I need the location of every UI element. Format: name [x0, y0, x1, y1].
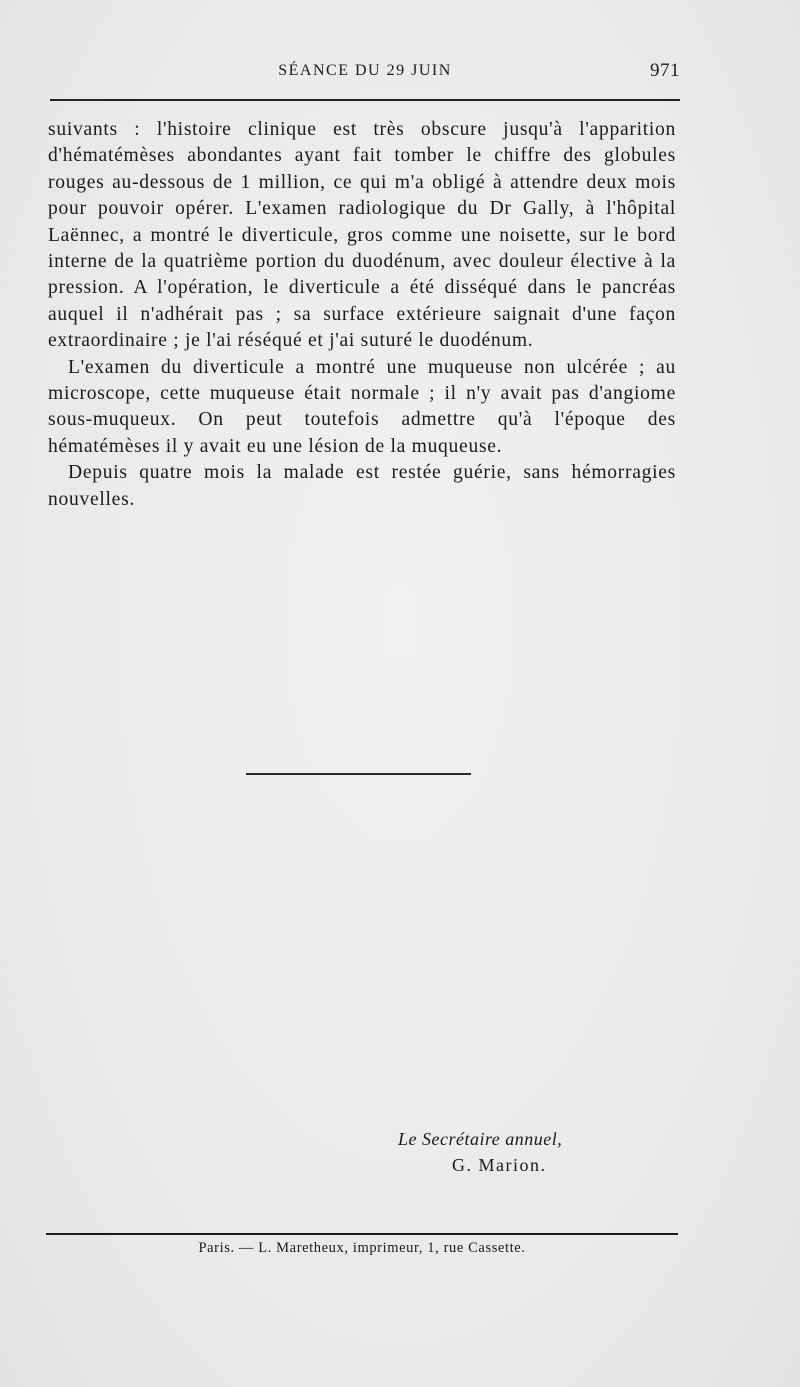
footer-rule — [46, 1233, 678, 1235]
header-rule — [50, 99, 680, 101]
page-number: 971 — [650, 60, 680, 81]
signature-block — [398, 1126, 658, 1178]
running-head — [50, 60, 680, 86]
paragraph-1: suivants : l'histoire clinique est très obscure jusqu'à l'apparition d'hématémèses abondantes ayant fait tomber le chiffre des globules rouges au-dessous de 1 million, ce qui m'a obligé à attendre deux mois pour pouvoir opérer. L'examen radiologique du Dr Gally, à l'hôpital Laënnec, a montré le diverticule, gros comme une noisette, sur le bord interne de la quatrième portion du duodénum, avec douleur élective à la pression. A l'opération, le diverticule a été disséqué dans le pancréas auquel il n'adhérait pas ; sa surface extérieure saignait d'une façon extraordinaire ; je l'ai réséqué et j'ai suturé le duodénum. — [48, 119, 676, 352]
signature-name: G. Marion. — [452, 1155, 547, 1175]
running-title: SÉANCE DU 29 JUIN — [278, 62, 452, 79]
paragraph-2: L'examen du diverticule a montré une muqueuse non ulcérée ; au microscope, cette muqueuse était normale ; il n'y avait pas d'angiome sous-muqueux. On peut toutefois admettre qu'à l'époque des hématémèses il y avait eu une lésion de la muqueuse. — [48, 356, 676, 457]
section-end-rule — [246, 773, 471, 775]
body-text — [48, 117, 676, 513]
printer-imprint: Paris. — L. Maretheux, imprimeur, 1, rue Cassette. — [198, 1240, 526, 1256]
paragraph-3: Depuis quatre mois la malade est restée guérie, sans hémorragies nouvelles. — [48, 462, 676, 510]
signature-role: Le Secrétaire annuel, — [398, 1129, 563, 1149]
